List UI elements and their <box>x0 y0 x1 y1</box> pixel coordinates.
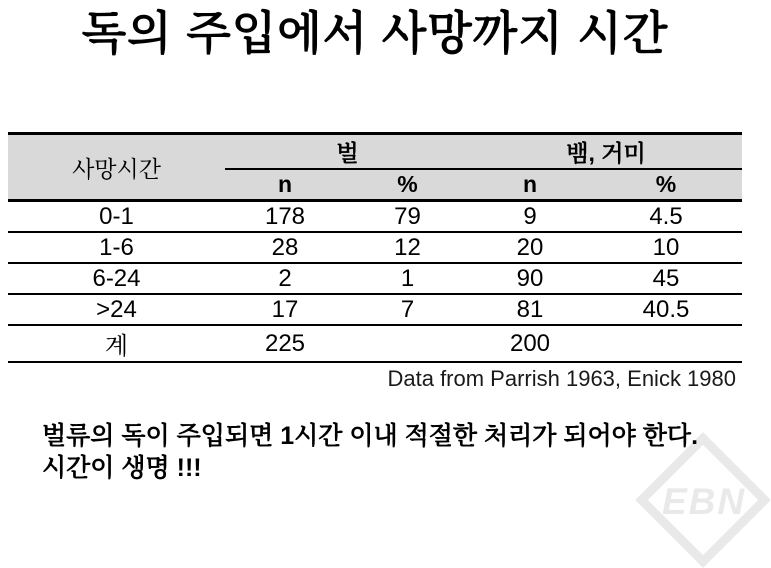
cell-bee-n: 178 <box>225 201 345 233</box>
page-title: 독의 주입에서 사망까지 시간 <box>81 7 669 59</box>
watermark-logo-text: EBN <box>661 481 747 522</box>
row-label: 0-1 <box>8 201 225 233</box>
cell-bee-pct: 79 <box>345 201 470 233</box>
cell-bee-n: 17 <box>225 294 345 325</box>
row-label: 6-24 <box>8 263 225 294</box>
cell-bee-pct <box>345 325 470 362</box>
death-time-table <box>8 132 742 363</box>
conclusion-line-1: 벌류의 독이 주입되면 1시간 이내 적절한 처리가 되어야 한다. <box>42 422 699 450</box>
data-source-note: Data from Parrish 1963, Enick 1980 <box>387 366 736 391</box>
column-header-snake-n: n <box>470 169 590 201</box>
row-label: 1-6 <box>8 232 225 263</box>
cell-snake-n: 20 <box>470 232 590 263</box>
cell-bee-n: 2 <box>225 263 345 294</box>
row-label-total: 계 <box>8 325 225 362</box>
cell-snake-pct: 4.5 <box>590 201 742 233</box>
cell-snake-pct: 45 <box>590 263 742 294</box>
table-row <box>8 201 742 233</box>
cell-snake-pct: 40.5 <box>590 294 742 325</box>
table-row <box>8 232 742 263</box>
column-header-death-time: 사망시간 <box>8 134 225 201</box>
table-row <box>8 263 742 294</box>
column-header-snake-pct: % <box>590 169 742 201</box>
table-row <box>8 294 742 325</box>
cell-bee-total: 225 <box>225 325 345 362</box>
cell-bee-pct: 12 <box>345 232 470 263</box>
cell-snake-n: 81 <box>470 294 590 325</box>
cell-bee-pct: 7 <box>345 294 470 325</box>
cell-snake-total: 200 <box>470 325 590 362</box>
cell-snake-pct <box>590 325 742 362</box>
column-group-snake-spider: 뱀, 거미 <box>470 134 742 170</box>
table-row-total <box>8 325 742 362</box>
column-header-bee-n: n <box>225 169 345 201</box>
column-group-bee: 벌 <box>225 134 470 170</box>
conclusion-line-2: 시간이 생명 !!! <box>42 454 202 482</box>
cell-snake-n: 9 <box>470 201 590 233</box>
conclusion-text <box>42 420 698 484</box>
cell-bee-pct: 1 <box>345 263 470 294</box>
row-label: >24 <box>8 294 225 325</box>
column-header-bee-pct: % <box>345 169 470 201</box>
cell-snake-pct: 10 <box>590 232 742 263</box>
table-group-header-row <box>8 134 742 170</box>
cell-snake-n: 90 <box>470 263 590 294</box>
cell-bee-n: 28 <box>225 232 345 263</box>
